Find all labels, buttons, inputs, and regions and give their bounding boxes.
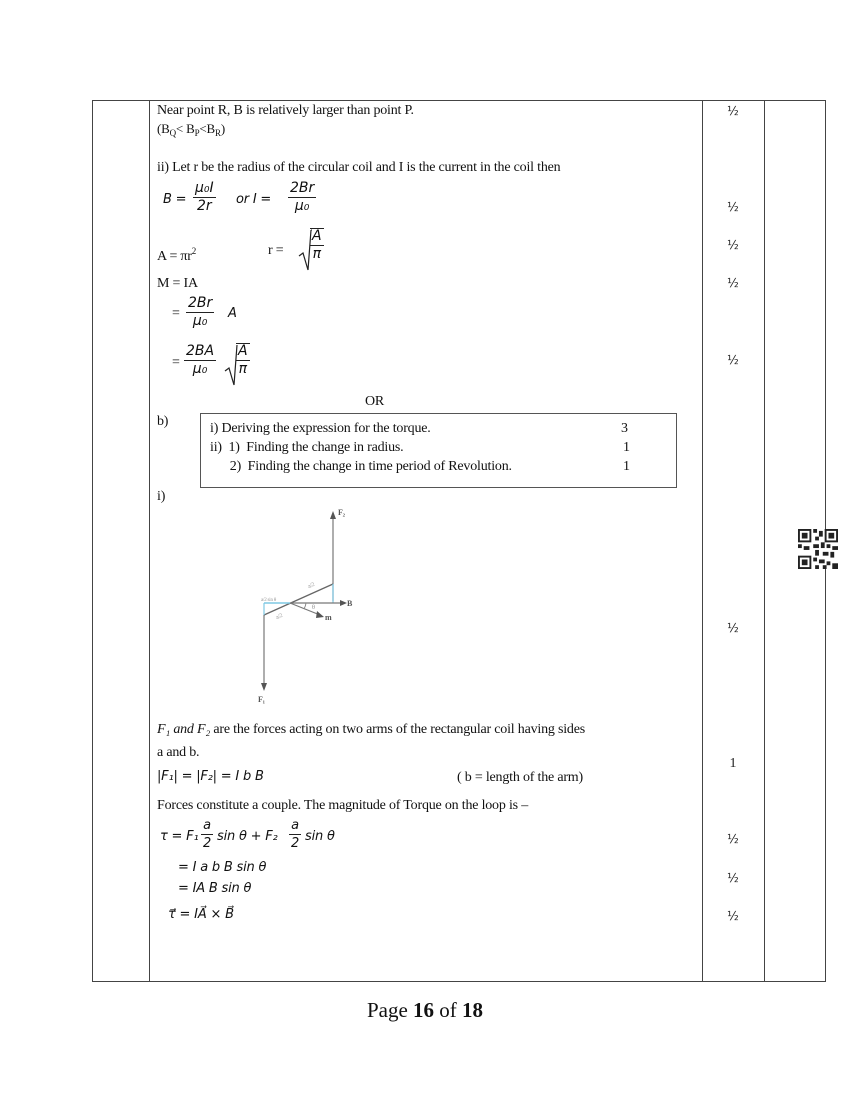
- force-magnitude-equation: |F₁| = |F₂| = I b B: [157, 769, 264, 784]
- mark-value: 1: [729, 756, 737, 771]
- mark-value: ½: [727, 909, 739, 923]
- fraction-r: [310, 228, 324, 262]
- numerator: 2Br: [188, 295, 213, 311]
- diagram-label-F1: F₁: [258, 695, 265, 704]
- sub-part-i-label: i): [157, 489, 166, 504]
- sides-line: a and b.: [157, 745, 200, 760]
- text-fragment: < B: [175, 121, 195, 136]
- criteria-item: ii) 1) Finding the change in radius.: [210, 440, 404, 455]
- torque-eq1-mid: sin θ + F₂: [217, 829, 278, 844]
- equation-B-lhs: B =: [163, 192, 187, 207]
- numerator: 2BA: [186, 343, 215, 359]
- equation-moment: M = IA: [157, 276, 198, 291]
- torque-vector-eq: τ⃗ = IA⃗ × B⃗: [168, 907, 234, 922]
- equation-area: [157, 243, 196, 265]
- marking-criteria-box: [200, 413, 677, 488]
- diagram-label-a-half-top: a/2: [307, 581, 316, 591]
- criteria-item: 2) Finding the change in time period of Revolution.: [210, 459, 512, 474]
- numerator: 2Br: [290, 180, 315, 196]
- page-total: 18: [462, 998, 484, 1022]
- fraction-a-over-2: [201, 818, 213, 851]
- torque-eq3: = IA B sin θ: [178, 881, 252, 896]
- numerator: a: [203, 818, 212, 833]
- numerator: A: [312, 228, 322, 244]
- page-current: 16: [413, 998, 435, 1022]
- page-footer: [0, 998, 850, 1023]
- denominator: 2: [291, 836, 300, 851]
- equation-r-lhs: r =: [268, 243, 284, 258]
- criteria-item: i) Deriving the expression for the torque.: [210, 421, 431, 436]
- fraction-I: [288, 181, 316, 214]
- forces-symbols: F₁ and F₂: [157, 722, 211, 737]
- observation-line: Near point R, B is relatively larger than point P.: [157, 103, 414, 118]
- page-of: of: [439, 998, 457, 1022]
- criteria-marks: 3: [621, 421, 628, 436]
- mark-value: ½: [727, 353, 739, 367]
- numerator: μ₀I: [195, 180, 214, 196]
- torque-eq1-lhs: τ = F₁: [160, 829, 199, 844]
- equals-sign: =: [172, 355, 180, 370]
- or-divider: OR: [365, 394, 385, 409]
- denominator: μ₀: [294, 198, 310, 214]
- column-divider-1: [149, 100, 150, 982]
- mark-value: ½: [727, 276, 739, 290]
- numerator: A: [238, 343, 248, 359]
- column-divider-2: [702, 100, 703, 982]
- diagram-label-a-half-bottom: a/2: [275, 612, 284, 622]
- column-divider-3: [764, 100, 765, 982]
- denominator: μ₀: [192, 313, 208, 329]
- numerator: a: [291, 818, 300, 833]
- criteria-marks: 1: [623, 459, 630, 474]
- text-fragment: <B: [199, 121, 215, 136]
- fraction-B: [193, 181, 216, 214]
- fraction-moment-1: [186, 296, 214, 329]
- superscript: 2: [191, 246, 197, 256]
- denominator: 2r: [196, 198, 212, 214]
- torque-eq1-tail: sin θ: [305, 829, 335, 844]
- diagram-label-m: m: [325, 613, 332, 622]
- diagram-label-a-half-sin: a/2 sin θ: [261, 598, 277, 603]
- mark-value: ½: [727, 200, 739, 214]
- field-comparison: [157, 121, 225, 141]
- text-fragment: ): [220, 121, 225, 136]
- mark-value: ½: [727, 871, 739, 885]
- subscript: R: [215, 128, 221, 138]
- denominator: π: [312, 246, 321, 262]
- mark-value: ½: [727, 832, 739, 846]
- part-ii-intro: ii) Let r be the radius of the circular coil and I is the current in the coil then: [157, 160, 561, 175]
- moment-area-term: A: [228, 306, 237, 321]
- text-fragment: A = πr: [157, 249, 192, 264]
- subscript: Q: [169, 128, 176, 138]
- qr-code-icon[interactable]: [798, 529, 838, 569]
- text-fragment: are the forces acting on two arms of the rectangular coil having sides: [210, 722, 585, 737]
- subscript: P: [194, 128, 200, 138]
- denominator: 2: [203, 836, 212, 851]
- text-fragment: (B: [157, 121, 170, 136]
- fraction-sqrt: [236, 343, 250, 377]
- torque-eq2: = I a b B sin θ: [178, 860, 267, 875]
- denominator: μ₀: [192, 361, 208, 377]
- diagram-label-theta: θ: [312, 605, 315, 611]
- mark-value: ½: [727, 621, 739, 635]
- diagram-label-F2: F₂: [338, 508, 345, 517]
- equals-sign: =: [172, 306, 180, 321]
- mark-value: ½: [727, 238, 739, 252]
- fraction-a-over-2: [289, 818, 301, 851]
- diagram-label-B: B: [347, 599, 353, 608]
- equation-or: or I =: [236, 192, 272, 207]
- denominator: π: [238, 361, 247, 377]
- arm-length-note: ( b = length of the arm): [457, 770, 583, 785]
- fraction-moment-2: [184, 344, 216, 377]
- part-b-label: b): [157, 414, 169, 429]
- page-label: Page: [366, 998, 408, 1022]
- criteria-marks: 1: [623, 440, 630, 455]
- mark-value: ½: [727, 104, 739, 118]
- couple-statement: Forces constitute a couple. The magnitude of Torque on the loop is –: [157, 798, 528, 813]
- forces-description: [157, 722, 585, 738]
